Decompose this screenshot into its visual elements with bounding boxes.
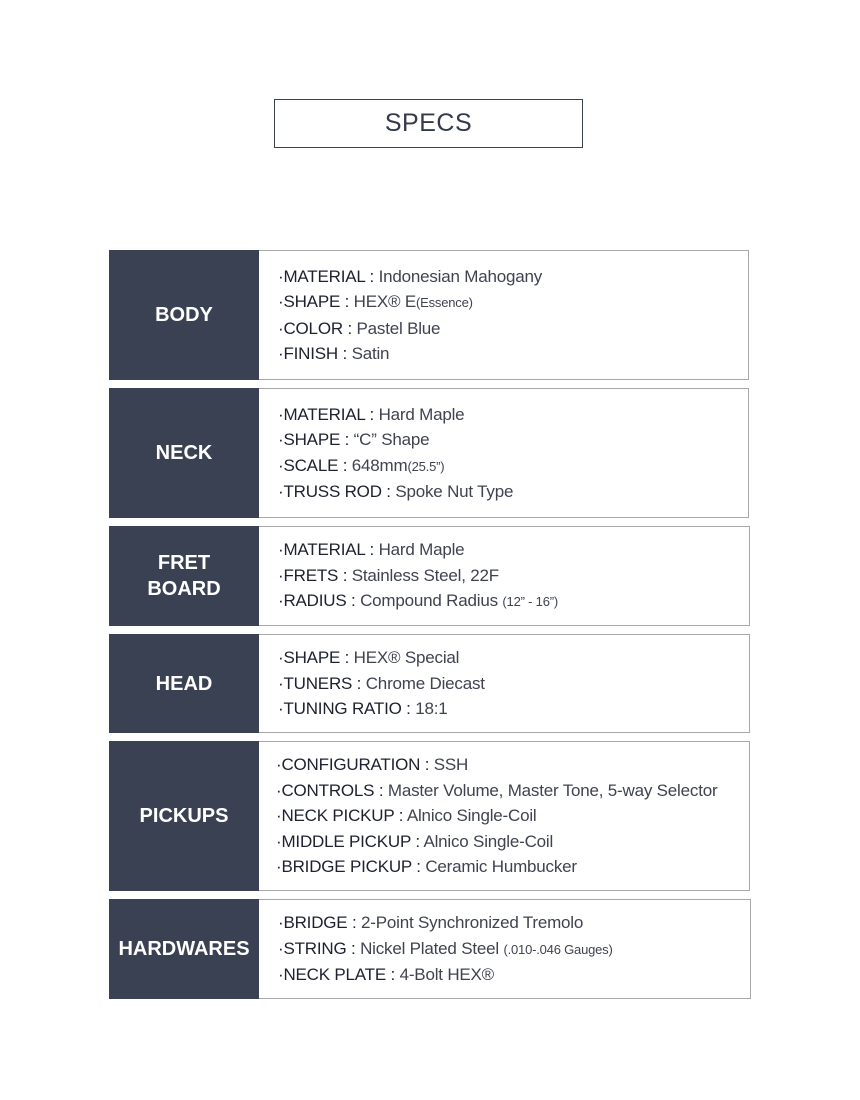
spec-key: ·TUNERS :: [278, 673, 366, 693]
section-details: [259, 634, 750, 733]
section-label: NECK: [109, 388, 259, 518]
spec-line: [278, 316, 748, 342]
spec-key: ·FINISH :: [278, 344, 352, 363]
spec-section-hardwares: [109, 899, 751, 999]
spec-line: [278, 563, 749, 589]
spec-line: [278, 289, 748, 316]
spec-key: ·FRETS :: [278, 565, 352, 585]
spec-key: ·CONTROLS :: [276, 780, 388, 800]
spec-line: [278, 588, 749, 615]
spec-line: [278, 427, 748, 453]
page-title: SPECS: [384, 109, 473, 137]
spec-key: ·NECK PLATE :: [278, 965, 400, 985]
spec-value: Ceramic Humbucker: [425, 857, 577, 877]
section-label-line: BOARD: [147, 578, 221, 600]
section-label: HEAD: [109, 634, 259, 733]
spec-value: Master Volume, Master Tone, 5-way Selector: [387, 780, 718, 800]
spec-key: ·NECK PICKUP :: [276, 806, 407, 826]
spec-key: ·SHAPE :: [278, 648, 354, 668]
spec-key: ·MATERIAL :: [278, 404, 379, 424]
section-details: [259, 388, 749, 518]
spec-section-body: [109, 250, 749, 380]
spec-note: (Essence): [416, 295, 473, 310]
section-details: [259, 250, 749, 380]
spec-line: [276, 752, 749, 778]
spec-line: [278, 453, 748, 480]
spec-value: SSH: [433, 755, 469, 775]
spec-note: (12” - 16”): [502, 594, 558, 610]
spec-line: [276, 829, 749, 855]
spec-key: ·SHAPE :: [278, 430, 354, 449]
spec-key: ·TRUSS ROD :: [278, 482, 396, 501]
spec-key: ·COLOR :: [278, 318, 357, 338]
spec-value: Pastel Blue: [356, 318, 441, 338]
specs-title-box: [274, 99, 583, 148]
spec-line: [278, 962, 750, 988]
spec-value: 18:1: [415, 699, 448, 719]
spec-value: Indonesian Mahogany: [378, 266, 543, 286]
spec-value: Hard Maple: [378, 404, 465, 424]
spec-value: 4-Bolt HEX®: [399, 965, 495, 985]
spec-value: Nickel Plated Steel: [360, 938, 504, 958]
spec-key: ·SCALE :: [278, 455, 352, 475]
section-label: [109, 526, 259, 626]
spec-value: 648mm: [351, 455, 408, 475]
spec-line: [278, 696, 749, 722]
spec-key: ·MATERIAL :: [278, 540, 379, 560]
spec-value: Alnico Single-Coil: [406, 806, 537, 826]
spec-section-fretboard: [109, 526, 750, 626]
spec-key: ·BRIDGE PICKUP :: [276, 857, 426, 877]
spec-line: [278, 936, 750, 963]
spec-section-head: [109, 634, 750, 733]
spec-value: Chrome Diecast: [365, 673, 485, 693]
spec-line: [276, 854, 749, 880]
spec-value: Satin: [351, 344, 390, 363]
spec-key: ·BRIDGE :: [278, 913, 362, 933]
spec-line: [278, 537, 749, 563]
spec-value: Hard Maple: [378, 540, 465, 560]
section-details: [259, 526, 750, 626]
spec-line: [278, 910, 750, 936]
section-label: PICKUPS: [109, 741, 259, 891]
spec-section-pickups: [109, 741, 750, 891]
section-label: HARDWARES: [109, 899, 259, 999]
spec-line: [278, 645, 749, 671]
section-label: BODY: [109, 250, 259, 380]
spec-value: Spoke Nut Type: [395, 482, 514, 501]
spec-value: 2-Point Synchronized Tremolo: [361, 913, 584, 933]
spec-key: ·MATERIAL :: [278, 266, 379, 286]
spec-value: “C” Shape: [353, 430, 430, 449]
spec-note: (25.5”): [407, 458, 445, 474]
spec-line: [276, 778, 749, 804]
spec-line: [278, 341, 748, 367]
spec-line: [278, 402, 748, 428]
spec-key: ·TUNING RATIO :: [278, 699, 416, 719]
spec-section-neck: [109, 388, 749, 518]
spec-line: [278, 671, 749, 697]
spec-key: ·CONFIGURATION :: [276, 755, 434, 775]
spec-line: [278, 264, 748, 290]
spec-value: Stainless Steel, 22F: [351, 565, 499, 585]
spec-value: Alnico Single-Coil: [423, 831, 554, 851]
spec-value: HEX® Special: [353, 648, 460, 668]
spec-key: ·SHAPE :: [278, 292, 354, 311]
spec-key: ·RADIUS :: [278, 591, 361, 611]
spec-line: [276, 803, 749, 829]
spec-value: Compound Radius: [360, 591, 503, 611]
spec-note: (.010-.046 Gauges): [503, 941, 613, 957]
section-details: [259, 741, 750, 891]
spec-key: ·STRING :: [278, 938, 361, 958]
section-label-line: FRET: [157, 552, 211, 574]
spec-key: ·MIDDLE PICKUP :: [276, 831, 424, 851]
section-details: [259, 899, 751, 999]
spec-value: HEX® E: [353, 292, 417, 311]
spec-line: [278, 479, 748, 505]
